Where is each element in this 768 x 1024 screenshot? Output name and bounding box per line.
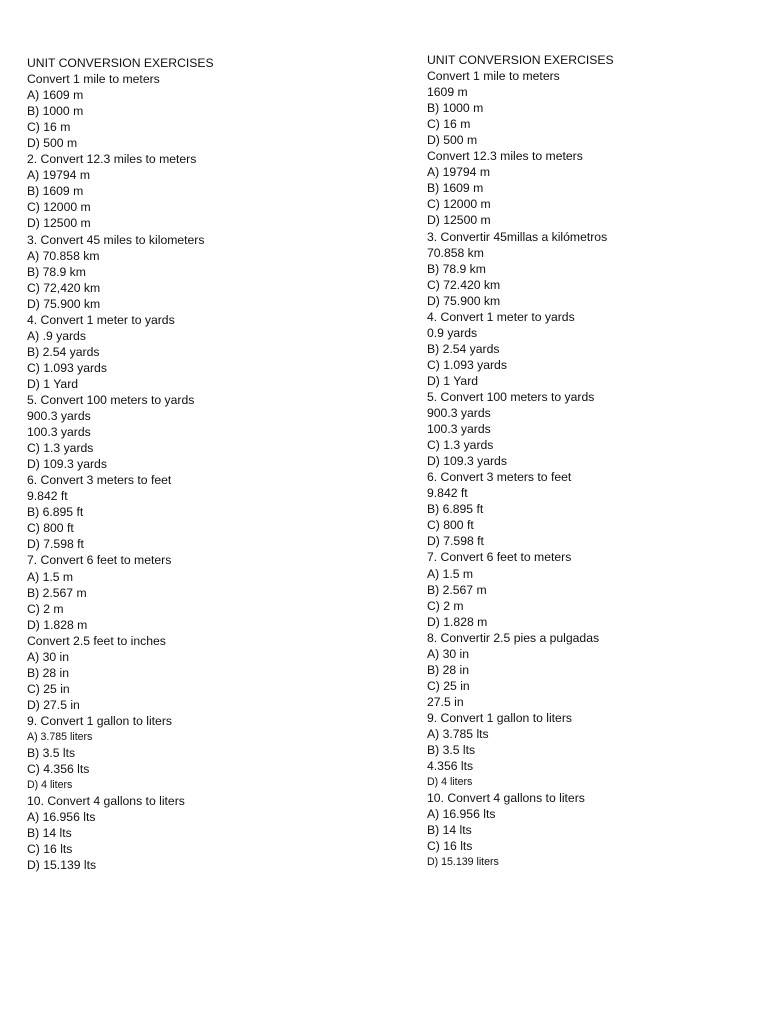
answer-option: 100.3 yards — [27, 425, 91, 440]
answer-option: C) 16 m — [427, 117, 471, 132]
answer-option: C) 25 in — [427, 678, 470, 693]
answer-option: 1609 m — [427, 85, 468, 100]
answer-option: A) 1.5 m — [427, 566, 474, 581]
answer-option: C) 16 lts — [427, 839, 473, 854]
answer-option: D) 7.598 ft — [27, 537, 84, 552]
answer-option: B) 78.9 km — [427, 261, 486, 276]
answer-option: D) 75.900 km — [427, 293, 501, 308]
answer-option: B) 6.895 ft — [27, 505, 84, 520]
answer-option: D) 12500 m — [427, 213, 491, 228]
answer-option: B) 14 lts — [427, 823, 472, 838]
answer-option: D) 1.828 m — [427, 614, 488, 629]
question-text: 4. Convert 1 meter to yards — [27, 312, 175, 327]
worksheet-title: UNIT CONVERSION EXERCISES — [427, 53, 614, 67]
answer-option: D) 4 liters — [27, 779, 73, 792]
answer-option: D) 15.139 liters — [427, 856, 499, 869]
left-exercise-column — [27, 55, 367, 873]
answer-option: D) 109.3 yards — [27, 457, 107, 472]
answer-option: A) 16.956 lts — [427, 807, 496, 822]
question-text: 3. Convertir 45millas a kilómetros — [427, 229, 608, 244]
question-text: Convert 12.3 miles to meters — [427, 149, 583, 164]
answer-option: A) 30 in — [427, 646, 470, 661]
answer-option: B) 2.54 yards — [27, 344, 100, 359]
answer-option: C) 4.356 lts — [27, 762, 90, 777]
question-text: 3. Convert 45 miles to kilometers — [27, 232, 205, 247]
answer-option: 0.9 yards — [427, 325, 478, 340]
answer-option: D) 75.900 km — [27, 296, 101, 311]
answer-option: D) 500 m — [427, 133, 478, 148]
answer-option: A) 3.785 lts — [427, 726, 489, 741]
answer-option: C) 12000 m — [27, 200, 91, 215]
answer-option: A) 1.5 m — [27, 569, 74, 584]
answer-option: D) 1 Yard — [27, 376, 79, 391]
question-text: 8. Convertir 2.5 pies a pulgadas — [427, 630, 600, 645]
answer-option: B) 1000 m — [427, 101, 484, 116]
answer-option: C) 800 ft — [27, 521, 74, 536]
answer-option: B) 2.567 m — [427, 582, 487, 597]
answer-option: 9.842 ft — [427, 486, 468, 501]
answer-option: B) 3.5 lts — [427, 743, 476, 758]
answer-option: C) 1.093 yards — [427, 357, 507, 372]
answer-option: 100.3 yards — [427, 422, 491, 437]
question-text: 9. Convert 1 gallon to liters — [27, 713, 172, 728]
worksheet-title: UNIT CONVERSION EXERCISES — [27, 56, 214, 70]
answer-option: 900.3 yards — [427, 406, 491, 421]
answer-option: C) 12000 m — [427, 197, 491, 212]
question-text: Convert 2.5 feet to inches — [27, 633, 166, 648]
question-text: Convert 1 mile to meters — [27, 72, 160, 87]
question-text: 4. Convert 1 meter to yards — [427, 309, 575, 324]
answer-option: C) 1.3 yards — [427, 438, 494, 453]
answer-option: 27.5 in — [427, 694, 464, 709]
answer-option: A) 19794 m — [427, 165, 491, 180]
answer-option: D) 7.598 ft — [427, 534, 484, 549]
answer-option: B) 28 in — [27, 665, 70, 680]
question-text: Convert 1 mile to meters — [427, 69, 560, 84]
answer-option: D) 500 m — [27, 136, 78, 151]
question-text: 6. Convert 3 meters to feet — [27, 473, 172, 488]
answer-option: B) 1609 m — [427, 181, 484, 196]
answer-option: C) 72,420 km — [27, 280, 101, 295]
answer-option: C) 16 lts — [27, 842, 73, 857]
answer-option: A) 1609 m — [27, 88, 84, 103]
answer-option: A) 70.858 km — [27, 248, 100, 263]
right-exercise-column — [427, 52, 767, 870]
answer-option: A) 16.956 lts — [27, 810, 96, 825]
answer-option: B) 28 in — [427, 662, 470, 677]
answer-option: C) 1.3 yards — [27, 441, 94, 456]
answer-option: C) 25 in — [27, 681, 70, 696]
answer-option: B) 6.895 ft — [427, 502, 484, 517]
answer-option: C) 72.420 km — [427, 277, 501, 292]
answer-option: D) 4 liters — [427, 776, 473, 789]
answer-option: B) 2.567 m — [27, 585, 87, 600]
answer-option: D) 1 Yard — [427, 373, 479, 388]
question-text: 5. Convert 100 meters to yards — [27, 392, 195, 407]
question-text: 2. Convert 12.3 miles to meters — [27, 152, 197, 167]
answer-option: B) 78.9 km — [27, 264, 86, 279]
answer-option: B) 1609 m — [27, 184, 84, 199]
answer-option: A) 30 in — [27, 649, 70, 664]
answer-option: D) 12500 m — [27, 216, 91, 231]
answer-option: 900.3 yards — [27, 409, 91, 424]
answer-option: C) 1.093 yards — [27, 360, 107, 375]
answer-option: B) 2.54 yards — [427, 341, 500, 356]
question-text: 6. Convert 3 meters to feet — [427, 470, 572, 485]
answer-option: 70.858 km — [427, 245, 484, 260]
answer-option: A) .9 yards — [27, 328, 86, 343]
question-text: 5. Convert 100 meters to yards — [427, 389, 595, 404]
question-text: 10. Convert 4 gallons to liters — [427, 791, 585, 806]
answer-option: C) 2 m — [27, 601, 64, 616]
answer-option: 4.356 lts — [427, 759, 474, 774]
answer-option: A) 3.785 liters — [27, 730, 93, 743]
question-text: 9. Convert 1 gallon to liters — [427, 710, 572, 725]
answer-option: D) 27.5 in — [27, 697, 80, 712]
question-text: 7. Convert 6 feet to meters — [427, 550, 572, 565]
answer-option: C) 800 ft — [427, 518, 474, 533]
question-text: 7. Convert 6 feet to meters — [27, 553, 172, 568]
answer-option: B) 14 lts — [27, 826, 72, 841]
answer-option: D) 1.828 m — [27, 617, 88, 632]
answer-option: C) 2 m — [427, 598, 464, 613]
answer-option: C) 16 m — [27, 120, 71, 135]
answer-option: B) 1000 m — [27, 104, 84, 119]
answer-option: D) 15.139 lts — [27, 858, 97, 873]
answer-option: B) 3.5 lts — [27, 746, 76, 761]
answer-option: 9.842 ft — [27, 489, 68, 504]
answer-option: A) 19794 m — [27, 168, 91, 183]
answer-option: D) 109.3 yards — [427, 454, 507, 469]
question-text: 10. Convert 4 gallons to liters — [27, 794, 185, 809]
